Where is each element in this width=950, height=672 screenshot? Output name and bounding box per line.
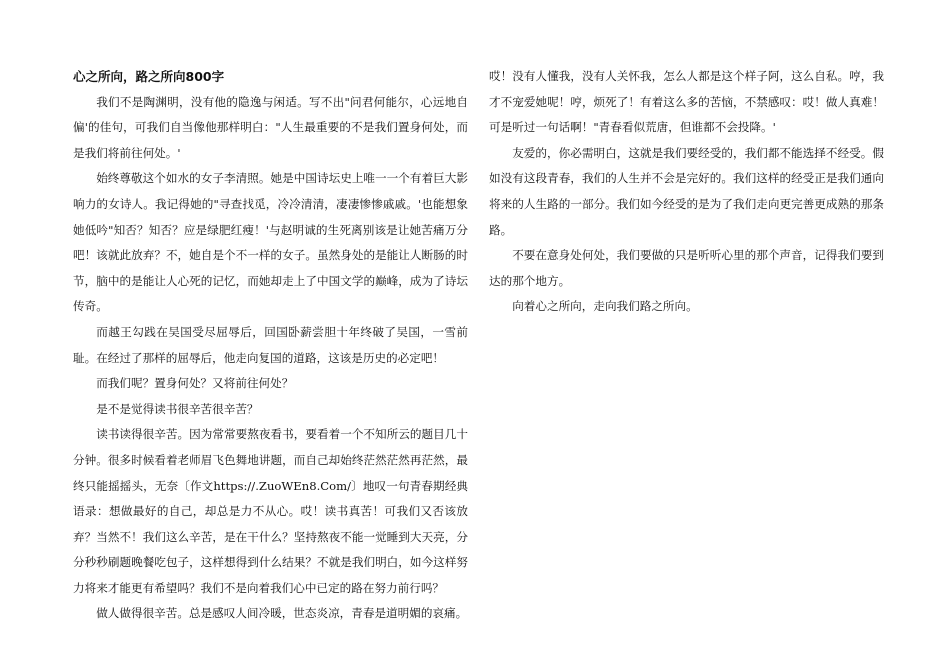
right-column — [489, 64, 884, 320]
paragraph-life-hard: 做人做得很辛苦。总是感叹人间冷暖，世态炎凉，青春是道明媚的哀痛。 — [96, 606, 468, 621]
paragraph-conclusion: 向着心之所向，走向我们路之所向。 — [512, 299, 698, 314]
paragraph-study-question: 是不是觉得读书很辛苦很辛苦？ — [96, 401, 259, 416]
paragraph-tao-yuanming: 我们不是陶渊明，没有他的隐逸与闲适。写不出"问君何能尔，心远地自偏'的佳句，可我们自当像他那样明白："人生最重要的不是我们置身何处，而是我们将前往何处。' — [73, 94, 468, 160]
paragraph-life-hard-continued: 哎！没有人懂我，没有人关怀我，怎么人都是这个样子阿，这么自私。哼，我才不宠爱她呢！哼，烦死了！有着这么多的苦恼，不禁感叹：哎！做人真难！可是听过一句话啊！"青春看似荒唐，但谁都不会投降。' — [489, 69, 884, 135]
paragraph-goujian: 而越王勾践在吴国受尽屈辱后，回国卧薪尝胆十年终破了吴国，一雪前耻。在经过了那样的屈辱后，他走向复国的道路，这该是历史的必定吧！ — [73, 324, 468, 365]
left-column — [73, 64, 468, 627]
paragraph-question: 而我们呢？置身何处？又将前往何处？ — [96, 376, 294, 391]
paragraph-youth: 友爱的，你必需明白，这就是我们要经受的，我们都不能选择不经受。假如没有这段青春，我们的人生并不会是完好的。我们这样的经受正是我们通向将来的人生路的一部分。我们如今经受的是为了我们走向更完善更成熟的那条路。 — [489, 145, 884, 237]
paragraph-inner-voice: 不要在意身处何处，我们要做的只是听听心里的那个声音，记得我们要到达的那个地方。 — [489, 248, 884, 288]
essay-title: 心之所向，路之所向800字 — [73, 69, 225, 84]
paragraph-li-qingzhao: 始终尊敬这个如水的女子李清照。她是中国诗坛史上唯一一个有着巨大影响力的女诗人。我记得她的"寻查找觅，冷冷清清，凄凄惨惨戚戚。'也能想象她低吟"知否？知否？应是绿肥红瘦！'与赵明诚的生死离别该是让她苦痛万分吧！该就此放弃？不，她自是个不一样的女子。虽然身处的是能让人断肠的时节，脑中的是能让人心死的记忆，而她却走上了中国文学的巅峰，成为了诗坛传奇。 — [73, 171, 468, 314]
paragraph-study-hard: 读书读得很辛苦。因为常常要熬夜看书，要看着一个不知所云的题目几十分钟。很多时候看着老师眉飞色舞地讲题，而自己却始终茫然茫然再茫然，最终只能摇摇头，无奈〔作文https://.ZuoWEn8.Com/〕地叹一句青春期经典语录：想做最好的自己，却总是力不从心。哎！读书真苦！可我们又否该放弃？当然不！我们这么辛苦，是在干什么？坚持熬夜不能一觉睡到大天亮，分分秒秒刷题晚餐吃包子，这样想得到什么结果？不就是我们明白，如今这样努力将来才能更有希望吗？我们不是向着我们心中已定的路在努力前行吗？ — [73, 427, 468, 595]
